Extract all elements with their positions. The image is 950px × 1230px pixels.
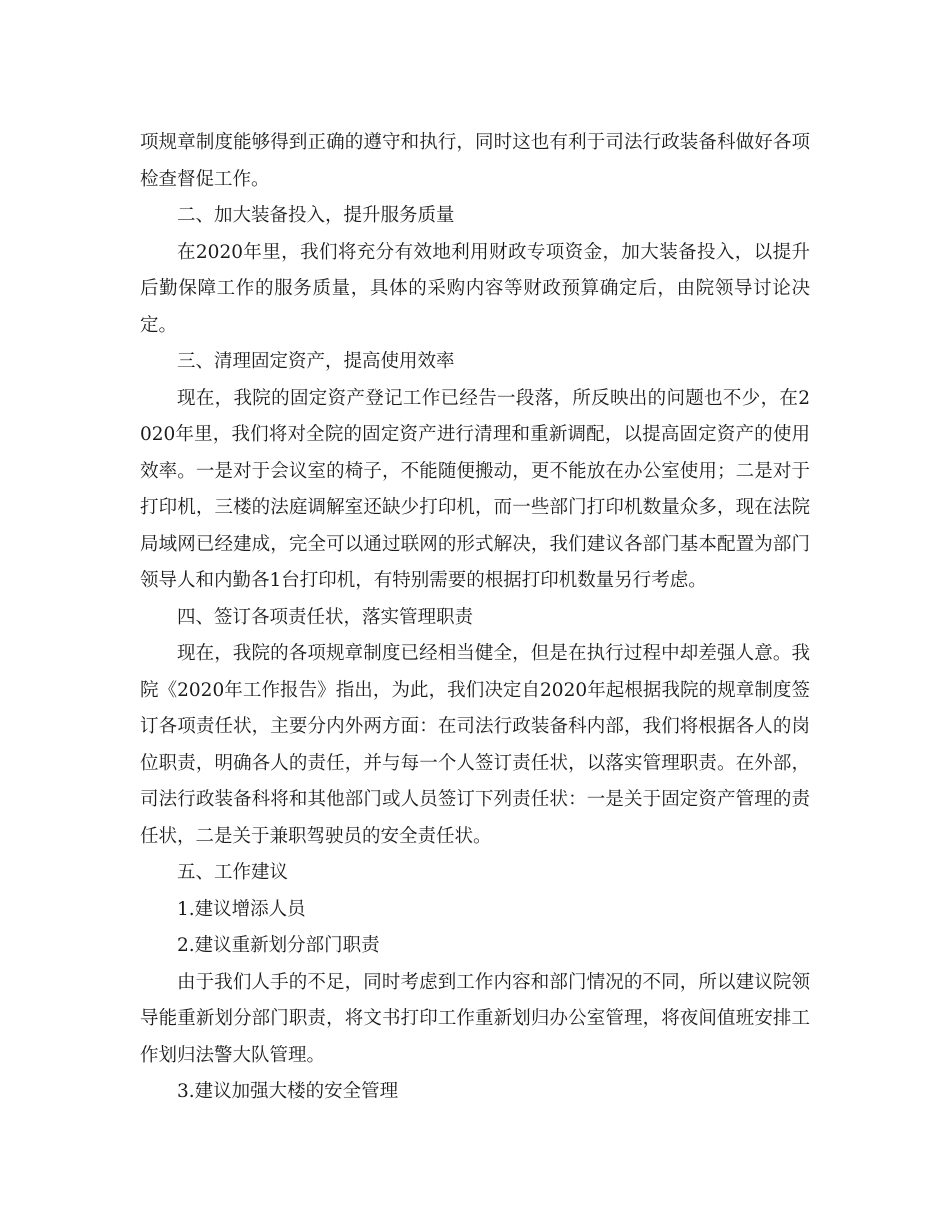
suggestion-item-3: 3.建议加强大楼的安全管理: [177, 1081, 399, 1102]
suggestion-item-2: 2.建议重新划分部门职责: [177, 935, 380, 956]
paragraph-responsibility: 现在，我院的各项规章制度已经相当健全，但是在执行过程中却差强人意。我院《2020年工作报告》指出，为此，我们决定自2020年起根据我院的规章制度签订各项责任状，主要分内外两方面：在司法行政装备科内部，我们将根据各人的岗位职责，明确各人的责任，并与每一个人签订责任状，以落实管理职责。在外部，司法行政装备科将和其他部门或人员签订下列责任状：一是关于固定资产管理的责任状，二是关于兼职驾驶员的安全责任状。: [140, 643, 810, 847]
section-heading-3: 三、清理固定资产，提高使用效率: [177, 351, 455, 372]
paragraph-continuation: 项规章制度能够得到正确的遵守和执行，同时这也有利于司法行政装备科做好各项检查督促工作。: [140, 132, 810, 190]
section-heading-4: 四、签订各项责任状，落实管理职责: [177, 606, 474, 628]
section-heading-5: 五、工作建议: [177, 862, 289, 883]
paragraph-equipment: 在2020年里，我们将充分有效地利用财政专项资金，加大装备投入，以提升后勤保障工作的服务质量，具体的采购内容等财政预算确定后，由院领导讨论决定。: [140, 241, 810, 336]
paragraph-fixed-assets: 现在，我院的固定资产登记工作已经告一段落，所反映出的问题也不少，在2020年里，我们将对全院的固定资产进行清理和重新调配，以提高固定资产的使用效率。一是对于会议室的椅子，不能随便搬动，更不能放在办公室使用；二是对于打印机，三楼的法庭调解室还缺少打印机，而一些部门打印机数量众多，现在法院局域网已经建成，完全可以通过联网的形式解决，我们建议各部门基本配置为部门领导人和内勤各1台打印机，有特别需要的根据打印机数量另行考虑。: [140, 387, 810, 591]
document-body: [140, 125, 810, 1111]
suggestion-item-1: 1.建议增添人员: [177, 898, 306, 920]
paragraph-suggestion-2: 由于我们人手的不足，同时考虑到工作内容和部门情况的不同，所以建议院领导能重新划分部门职责，将文书打印工作重新划归办公室管理，将夜间值班安排工作划归法警大队管理。: [140, 971, 810, 1066]
section-heading-2: 二、加大装备投入，提升服务质量: [177, 205, 455, 226]
